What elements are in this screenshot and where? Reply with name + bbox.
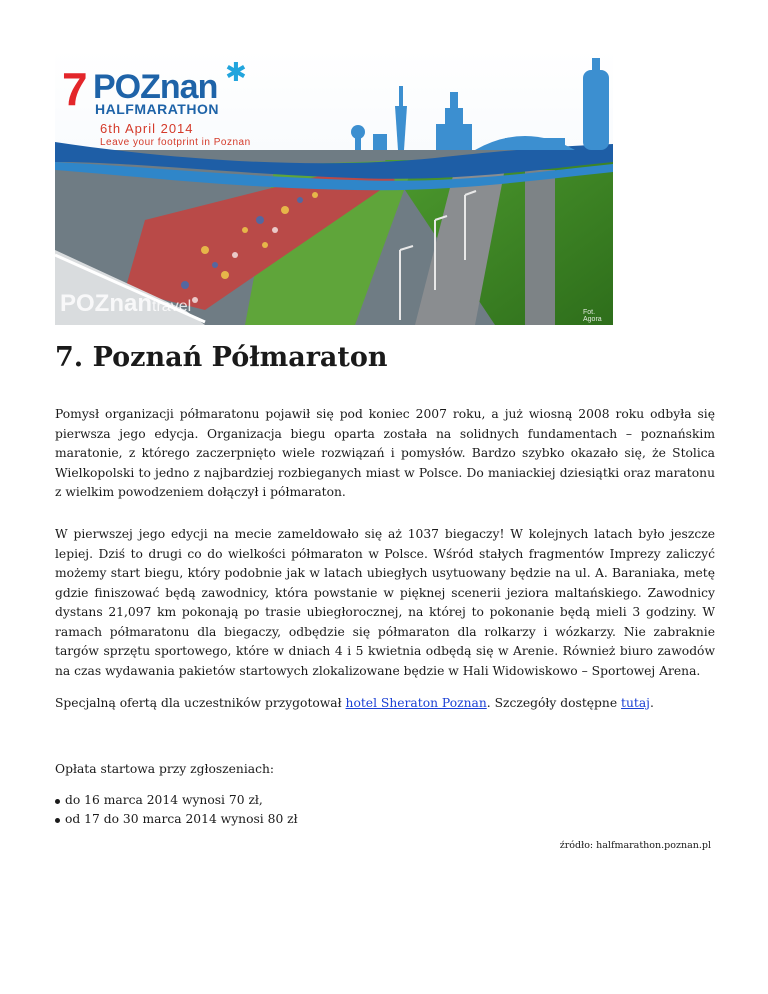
- brand-poz: POZ: [93, 68, 160, 106]
- paragraph-offer: [55, 694, 715, 714]
- brand-logo-text: [93, 70, 217, 104]
- details-link[interactable]: tutaj: [621, 696, 650, 710]
- source-note: źródło: halfmarathon.poznan.pl: [559, 840, 711, 851]
- event-tagline: Leave your footprint in Poznan: [100, 137, 251, 148]
- offer-text-prefix: Specjalną ofertą dla uczestników przygotował: [55, 696, 346, 710]
- photo-credit: Fot. Agora: [583, 309, 602, 323]
- photo-watermark: [60, 290, 191, 318]
- photo-watermark-main: POZnan: [60, 290, 153, 317]
- offer-text-middle: . Szczegóły dostępne: [486, 696, 622, 710]
- header-banner: [55, 50, 613, 325]
- fee-heading: Opłata startowa przy zgłoszeniach:: [55, 762, 275, 776]
- offer-text-suffix: .: [649, 696, 654, 710]
- photo-watermark-small: travel: [152, 298, 192, 315]
- paragraph-history: Pomysł organizacji półmaratonu pojawił się pod koniec 2007 roku, a już wiosną 2008 roku odbyła się pierwsza jego edycja. Organizacja biegu oparta została na solidnych fundamentach – poznańskim maratonie, z którego zaczerpnięto wiele rozwiązań i pomysłów. Bardzo szybko okazało się, że Stolica Wielkopolski to jedno z najbardziej rozbieganych miast w Polsce. Do maniackiej dziesiątki oraz maratonu z wielkim powodzeniem dołączył i półmaraton.: [55, 407, 715, 499]
- brand-nan: nan: [159, 68, 218, 106]
- paragraph-details: W pierwszej jego edycji na mecie zameldowało się aż 1037 biegaczy! W kolejnych latach było jeszcze lepiej. Dziś to drugi co do wielkości półmaraton w Polsce. Wśród stałych fragmentów Imprezy zaliczyć możemy start biegu, który podobnie jak w latach ubiegłych usytuowany będzie na ul. A. Baraniaka, metę gdzie finiszować będą zawodnicy, która powstanie w pięknej scenerii jeziora maltańskiego. Zawodnicy dystans 21,097 km pokonają po trasie ubiegłorocznej, na której to pokonanie będą mieli 3 godziny. W ramach półmaratonu dla biegaczy, odbędzie się półmaraton dla rolkarzy i wózkarzy. Nie zabraknie targów sprzętu sportowego, które w dniach 4 i 5 kwietnia odbędą się w Arenie. Również biuro zawodów na czas wydawania pakietów startowych zlokalizowane będzie w Hali Widowiskowo – Sportowej Arena.: [55, 527, 715, 678]
- sheraton-link[interactable]: hotel Sheraton Poznan: [345, 696, 487, 710]
- brand-subtitle: HALFMARATHON: [95, 101, 219, 117]
- event-date: 6th April 2014: [100, 121, 194, 136]
- brand-number: 7: [62, 63, 88, 115]
- page-title: 7. Poznań Półmaraton: [55, 342, 388, 373]
- star-icon: ✱: [225, 58, 247, 88]
- fee-list: [55, 791, 298, 829]
- list-item: do 16 marca 2014 wynosi 70 zł,: [55, 791, 298, 810]
- list-item: od 17 do 30 marca 2014 wynosi 80 zł: [55, 810, 298, 829]
